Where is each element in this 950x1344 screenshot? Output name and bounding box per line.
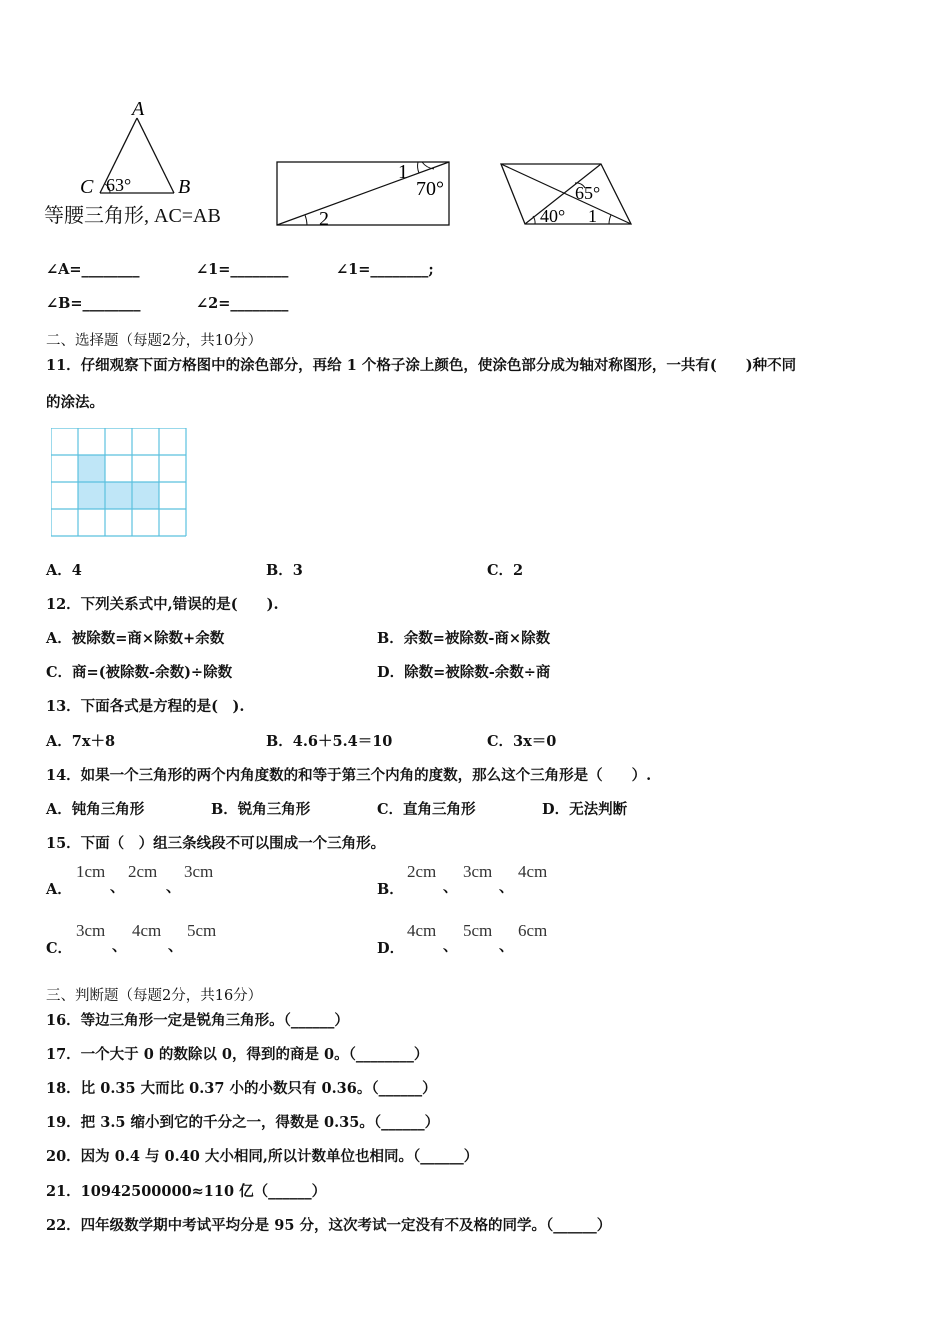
parallelogram-drawing xyxy=(495,155,645,235)
q14-option-a[interactable]: A．钝角三角形 xyxy=(46,801,145,818)
rectangle-drawing xyxy=(270,155,460,235)
q12-option-d[interactable]: D．除数=被除数-余数÷商 xyxy=(377,664,551,681)
q15-separator: 、 xyxy=(168,938,183,955)
q15-option-letter: B． xyxy=(377,881,404,898)
q15-length: 3cm xyxy=(76,921,106,940)
q15-length: 3cm xyxy=(463,862,493,881)
q15-length: 2cm xyxy=(407,862,437,881)
q15-length: 5cm xyxy=(187,921,217,940)
q15-separator: 、 xyxy=(166,879,181,896)
q20-statement[interactable]: 20．因为 0.4 与 0.40 大小相同,所以计数单位也相同。（______） xyxy=(46,1148,479,1165)
angle-1-label: 1 xyxy=(398,161,408,183)
q19-statement[interactable]: 19．把 3.5 缩小到它的千分之一，得数是 0.35。（______） xyxy=(46,1114,440,1131)
q15-length: 1cm xyxy=(76,862,106,881)
angle-40-label: 40° xyxy=(540,206,566,226)
q11-option-b[interactable]: B．3 xyxy=(266,562,303,579)
q11-grid xyxy=(51,428,189,542)
q15-length: 6cm xyxy=(518,921,548,940)
q18-statement[interactable]: 18．比 0.35 大而比 0.37 小的小数只有 0.36。（______） xyxy=(46,1080,437,1097)
angle-70-label: 70° xyxy=(416,178,444,200)
figure-parallelogram xyxy=(495,155,645,235)
section2-title: 二、选择题（每题2分，共10分） xyxy=(46,333,263,349)
q11-stem-line2: 的涂法。 xyxy=(46,394,104,411)
q22-statement[interactable]: 22．四年级数学期中考试平均分是 95 分，这次考试一定没有不及格的同学。（______） xyxy=(46,1217,612,1234)
q15-length: 4cm xyxy=(518,862,548,881)
q15-length: 3cm xyxy=(184,862,214,881)
q15-length: 4cm xyxy=(132,921,162,940)
q13-stem: 13．下面各式是方程的是( ). xyxy=(46,698,245,715)
q15-separator: 、 xyxy=(110,879,125,896)
q12-stem: 12．下列关系式中,错误的是( ). xyxy=(46,596,279,613)
grid-drawing xyxy=(51,428,189,538)
blank-angle-1-para[interactable]: ∠1=________; xyxy=(336,261,434,278)
q12-option-b[interactable]: B．余数=被除数-商×除数 xyxy=(377,630,551,647)
q11-stem-line1: 11．仔细观察下面方格图中的涂色部分，再给 1 个格子涂上颜色，使涂色部分成为轴对称图形，一共有( )种不同 xyxy=(46,357,797,374)
q15-separator: 、 xyxy=(499,879,514,896)
q12-option-c[interactable]: C．商=(被除数-余数)÷除数 xyxy=(46,664,233,681)
q11-option-a[interactable]: A．4 xyxy=(46,562,82,579)
angle-65-label: 65° xyxy=(575,183,601,203)
angle-63-label: 63° xyxy=(106,175,132,195)
q15-option-letter: C． xyxy=(46,940,73,957)
blank-angle-2[interactable]: ∠2=________ xyxy=(196,295,289,312)
q14-stem: 14．如果一个三角形的两个内角度数的和等于第三个内角的度数，那么这个三角形是（ ）. xyxy=(46,767,652,784)
q15-separator: 、 xyxy=(112,938,127,955)
vertex-a-label: A xyxy=(132,98,145,120)
q15-option-letter: D． xyxy=(377,940,405,957)
vertex-c-label: C xyxy=(80,176,94,198)
q12-option-a[interactable]: A．被除数=商×除数+余数 xyxy=(46,630,225,647)
parallelogram-angle-1-label: 1 xyxy=(588,206,597,226)
triangle-caption: 等腰三角形, AC=AB xyxy=(44,205,221,227)
q13-option-c[interactable]: C．3x＝0 xyxy=(487,733,557,750)
q15-option-letter: A． xyxy=(46,881,72,898)
q14-option-c[interactable]: C．直角三角形 xyxy=(377,801,476,818)
q13-option-b[interactable]: B．4.6＋5.4＝10 xyxy=(266,733,393,750)
blank-angle-a[interactable]: ∠A=________ xyxy=(46,261,140,278)
q15-length: 4cm xyxy=(407,921,437,940)
q15-length: 2cm xyxy=(128,862,158,881)
blank-angle-1-rect[interactable]: ∠1=________ xyxy=(196,261,289,278)
q13-option-a[interactable]: A．7x＋8 xyxy=(46,733,116,750)
section3-title: 三、判断题（每题2分，共16分） xyxy=(46,988,263,1004)
q15-separator: 、 xyxy=(443,879,458,896)
blank-angle-b[interactable]: ∠B=________ xyxy=(46,295,141,312)
q15-stem: 15．下面（ ）组三条线段不可以围成一个三角形。 xyxy=(46,835,386,852)
q11-option-c[interactable]: C．2 xyxy=(487,562,524,579)
figure-rectangle xyxy=(270,155,460,235)
q14-option-d[interactable]: D．无法判断 xyxy=(542,801,628,818)
q15-separator: 、 xyxy=(443,938,458,955)
vertex-b-label: B xyxy=(178,176,191,198)
q17-statement[interactable]: 17．一个大于 0 的数除以 0，得到的商是 0。（________） xyxy=(46,1046,429,1063)
q21-statement[interactable]: 21．10942500000≈110 亿（______） xyxy=(46,1183,327,1200)
q15-length: 5cm xyxy=(463,921,493,940)
q14-option-b[interactable]: B．锐角三角形 xyxy=(211,801,311,818)
q16-statement[interactable]: 16．等边三角形一定是锐角三角形。（______） xyxy=(46,1012,349,1029)
q15-separator: 、 xyxy=(499,938,514,955)
angle-2-label: 2 xyxy=(319,208,329,230)
